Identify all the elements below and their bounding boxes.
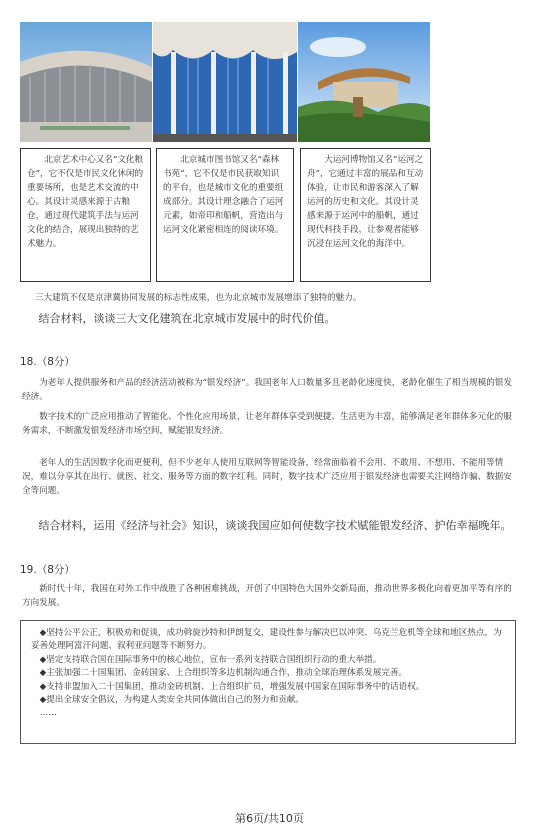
q19-item-2: ◆坚定支持联合国在国际事务中的核心地位，宣布一系列支持联合国组织行动的重大举措。 <box>39 654 382 665</box>
q19-number: 19.（8分） <box>20 564 75 576</box>
q19-item-4: ◆支持非盟加入二十国集团，推动金砖机制、上合组织扩员，增强发展中国家在国际事务中的话语权。 <box>39 681 425 692</box>
q18-number: 18.（8分） <box>20 356 75 368</box>
q19-item-3: ◆主张加强二十国集团、金砖国家、上合组织等多边机制沟通合作，推动全球治理体系发展完善。 <box>39 668 408 679</box>
photo-museum <box>298 22 430 142</box>
q17-summary: 三大建筑不仅是京津冀协同发展的标志性成果，也为北京城市发展增添了独特的魅力。 <box>34 293 362 303</box>
caption-art-center: 北京艺术中心又名“文化粮仓”，它不仅是市民文化休闲的重要场所，也是艺术交流的中心。其设计灵感来源于古粮仓，通过现代建筑手法与运河文化的结合，展现出独特的艺术魅力。 <box>20 148 151 282</box>
photo-library <box>153 22 297 142</box>
caption-museum: 大运河博物馆又名“运河之舟”，它通过丰富的展品和互动体验，让市民和游客深入了解运河的历史和文化。其设计灵感来源于运河中的船帆，通过现代科技手段，让参观者能够沉浸在运河文化的海洋中。 <box>300 148 431 282</box>
q18-paragraph-3: 老年人的生活因数字化而更便利，但不少老年人使用互联网等智能设备，经常面临着不会用、不敢用、不想用、不能用等情况，难以分享其在出行、就医、社交、服务等方面的数字红利。同时，数字技术广泛应用于银发经济也需要关注网络诈骗、数据安全等问题。 <box>22 458 512 496</box>
caption-library: 北京城市图书馆又名“森林书苑”，它不仅是市民获取知识的平台，也是城市文化的重要组成部分。其设计理念融合了运河元素，如帝印和船帆，营造出与运河文化紧密相连的阅读环境。 <box>156 148 294 282</box>
page-number: 第6页/共10页 <box>235 812 304 825</box>
q18-paragraph-2: 数字技术的广泛应用推动了智能化、个性化应用场景，让老年群体享受到便捷、生活更为丰富，能够满足老年群体多元化的服务需求，不断激发银发经济市场空间，赋能银发经济。 <box>22 412 512 436</box>
q19-item-5: ◆提出全球安全倡议，为构建人类安全共同体做出自己的努力和贡献。 <box>39 695 305 706</box>
q19-item-1: ◆坚持公平公正，积极劝和促谈，成功斡旋沙特和伊朗复交，建设性参与解决巴以冲突、乌克兰危机等全球和地区热点，为妥善处理阿富汗问题、叙利亚问题等不断努力。 <box>31 628 502 652</box>
photo-art-center <box>20 22 152 142</box>
q19-item-6: …… <box>39 708 57 719</box>
q18-paragraph-1: 为老年人提供服务和产品的经济活动被称为“银发经济”。我国老年人口数量多且老龄化速度快，老龄化催生了相当规模的银发经济。 <box>22 378 513 402</box>
q19-material-box <box>20 620 516 744</box>
q19-intro: 新时代十年，我国在对外工作中战胜了各种困难挑战，开创了中国特色大国外交新局面，推动世界多极化向着更加平等有序的方向发展。 <box>22 584 512 608</box>
q17-question: 结合材料，谈谈三大文化建筑在北京城市发展中的时代价值。 <box>38 312 336 325</box>
q18-question: 结合材料，运用《经济与社会》知识，谈谈我国应如何使数字技术赋能银发经济、护佑幸福晚年。 <box>38 519 512 532</box>
